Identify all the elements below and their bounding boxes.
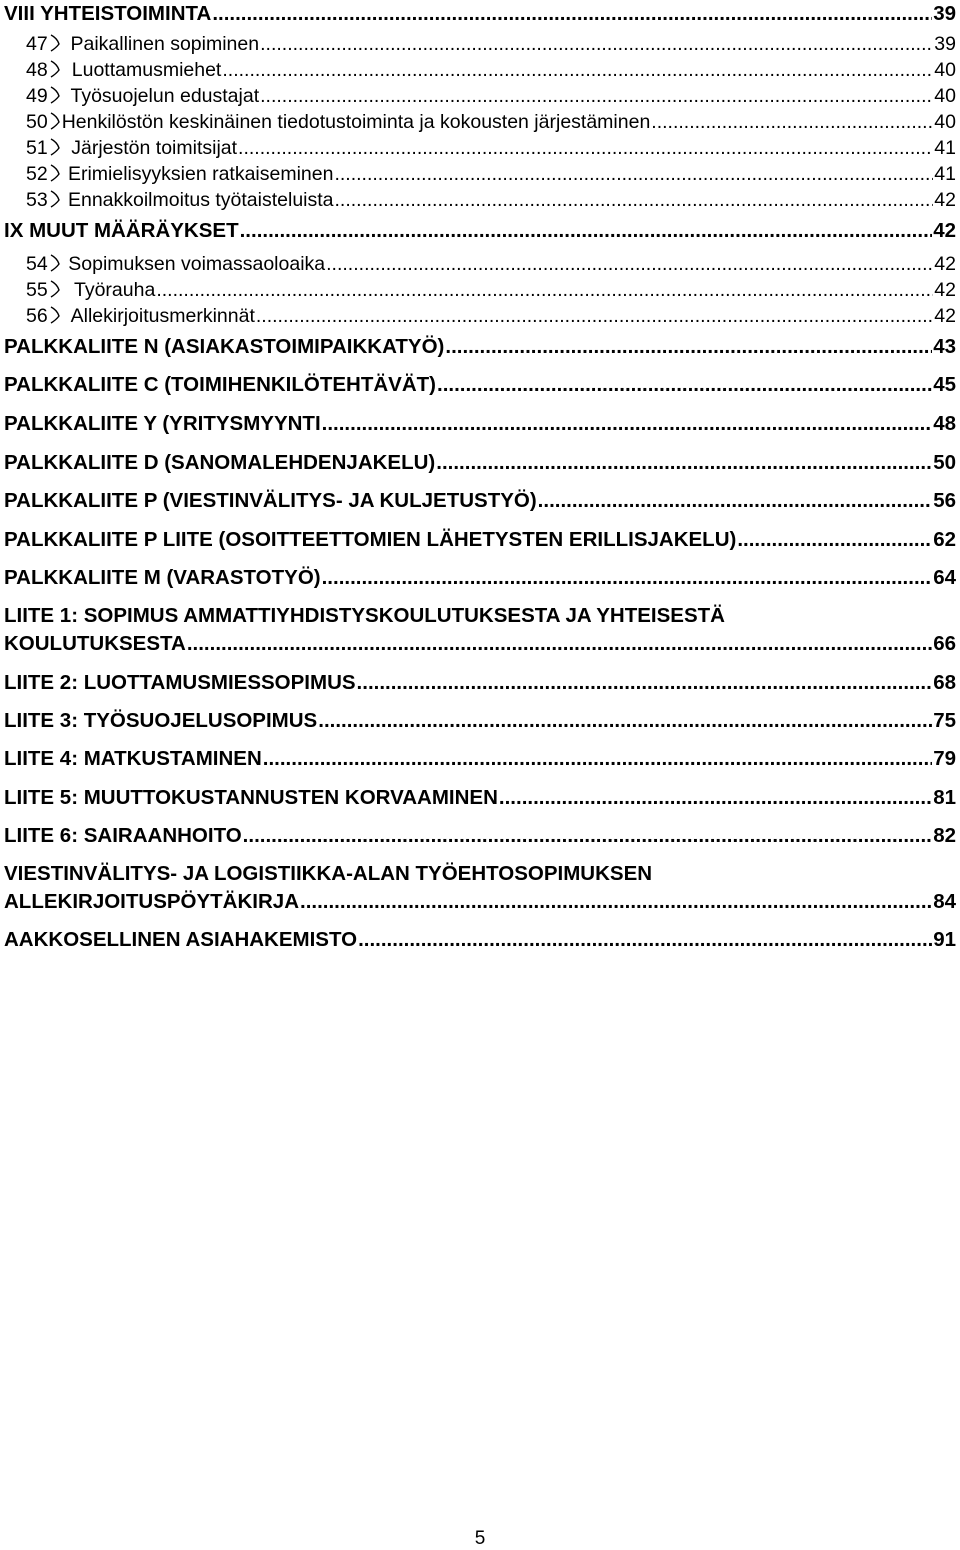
- toc-entry-label: Sopimuksen voimassaoloaika: [68, 253, 326, 275]
- toc-entry-heading[interactable]: [4, 412, 956, 436]
- section-sign-icon: [48, 84, 71, 108]
- toc-entry-page: 56: [933, 489, 956, 512]
- section-sign-icon: [48, 32, 71, 56]
- leader-dots: [499, 786, 932, 810]
- toc-entry-page: 40: [934, 85, 956, 107]
- toc-entry-heading[interactable]: [4, 528, 956, 552]
- section-number: 47: [26, 33, 48, 55]
- leader-dots: [445, 335, 932, 359]
- toc-entry-page: 40: [934, 111, 956, 133]
- leader-dots: [737, 528, 932, 552]
- toc-entry-heading[interactable]: [4, 219, 956, 243]
- toc-entry-heading[interactable]: [4, 928, 956, 952]
- toc-entry-heading[interactable]: [4, 671, 956, 695]
- section-sign-icon: [48, 110, 62, 134]
- toc-entry-heading[interactable]: [4, 862, 956, 914]
- section-number: 49: [26, 85, 48, 107]
- toc-entry-heading[interactable]: [4, 566, 956, 590]
- section-number: 53: [26, 189, 48, 211]
- leader-dots: [300, 890, 932, 914]
- toc-entry-page: 82: [933, 824, 956, 847]
- toc-entry-label: LIITE 2: LUOTTAMUSMIESSOPIMUS: [4, 671, 356, 694]
- toc-entry-heading[interactable]: [4, 335, 956, 359]
- toc-entry-heading[interactable]: [4, 824, 956, 848]
- toc-entry-page: 42: [934, 253, 956, 275]
- toc-entry-label: LIITE 5: MUUTTOKUSTANNUSTEN KORVAAMINEN: [4, 786, 498, 809]
- toc-entry-section[interactable]: [26, 110, 956, 134]
- toc-entry-page: 81: [933, 786, 956, 809]
- leader-dots: [326, 253, 933, 276]
- toc-entry-section[interactable]: [26, 188, 956, 212]
- toc-entry-heading[interactable]: [4, 747, 956, 771]
- toc-entry-page: 40: [934, 59, 956, 81]
- section-number: 51: [26, 137, 48, 159]
- leader-dots: [437, 373, 932, 397]
- toc-entry-section[interactable]: [26, 136, 956, 160]
- leader-dots: [358, 928, 932, 952]
- section-sign-icon: [48, 188, 68, 212]
- toc-entry-label: PALKKALIITE P (VIESTINVÄLITYS- JA KULJETUSTYÖ): [4, 489, 537, 512]
- leader-dots: [322, 566, 933, 590]
- leader-dots: [335, 189, 934, 212]
- toc-entry-page: 42: [933, 219, 956, 242]
- leader-dots: [238, 137, 933, 160]
- leader-dots: [263, 747, 932, 771]
- toc-entry-label-line1: VIESTINVÄLITYS- JA LOGISTIIKKA-ALAN TYÖEHTOSOPIMUKSEN: [4, 862, 653, 885]
- toc-entry-label: PALKKALIITE P LIITE (OSOITTEETTOMIEN LÄHETYSTEN ERILLISJAKELU): [4, 528, 737, 551]
- toc-entry-label: PALKKALIITE D (SANOMALEHDENJAKELU): [4, 451, 436, 474]
- toc-entry-section[interactable]: [26, 162, 956, 186]
- toc-entry-label: Työrauha: [74, 279, 156, 301]
- toc-entry-heading[interactable]: [4, 604, 956, 656]
- leader-dots: [222, 59, 933, 82]
- toc-entry-page: 84: [933, 890, 956, 913]
- leader-dots: [260, 85, 933, 108]
- section-number: 54: [26, 253, 48, 275]
- toc-entry-page: 91: [933, 928, 956, 951]
- toc-entry-heading[interactable]: [4, 709, 956, 733]
- section-number: 52: [26, 163, 48, 185]
- section-sign-icon: [48, 58, 72, 82]
- toc-entry-page: 42: [934, 189, 956, 211]
- leader-dots: [260, 33, 933, 56]
- page-number: 5: [474, 1528, 486, 1549]
- toc-entry-page: 43: [933, 335, 956, 358]
- toc-entry-label: LIITE 3: TYÖSUOJELUSOPIMUS: [4, 709, 318, 732]
- toc-entry-label: Allekirjoitusmerkinnät: [70, 305, 255, 327]
- toc-entry-label: Ennakkoilmoitus työtaisteluista: [67, 189, 334, 211]
- toc-entry-label: LIITE 4: MATKUSTAMINEN: [4, 747, 262, 770]
- toc-entry-section[interactable]: [26, 84, 956, 108]
- leader-dots: [357, 671, 933, 695]
- toc-entry-label: PALKKALIITE M (VARASTOTYÖ): [4, 566, 321, 589]
- leader-dots: [156, 279, 933, 302]
- toc-entry-heading[interactable]: [4, 2, 956, 26]
- leader-dots: [334, 163, 933, 186]
- toc-entry-page: 66: [933, 632, 956, 655]
- toc-entry-page: 50: [933, 451, 956, 474]
- toc-entry-section[interactable]: [26, 278, 956, 302]
- toc-entry-label: Paikallinen sopiminen: [70, 33, 260, 55]
- section-sign-icon: [48, 162, 68, 186]
- toc-entry-section[interactable]: [26, 304, 956, 328]
- toc-entry-label: VIII YHTEISTOIMINTA: [4, 2, 212, 25]
- toc-entry-label: Luottamusmiehet: [71, 59, 222, 81]
- toc-entry-label-line1: LIITE 1: SOPIMUS AMMATTIYHDISTYSKOULUTUKSESTA JA YHTEISESTÄ: [4, 604, 725, 627]
- leader-dots: [243, 824, 933, 848]
- leader-dots: [212, 2, 932, 26]
- toc-entry-heading[interactable]: [4, 451, 956, 475]
- toc-entry-heading[interactable]: [4, 786, 956, 810]
- leader-dots: [538, 489, 933, 513]
- toc-entry-page: 68: [933, 671, 956, 694]
- toc-entry-page: 39: [933, 2, 956, 25]
- leader-dots: [187, 632, 932, 656]
- toc-entry-section[interactable]: [26, 32, 956, 56]
- toc-entry-page: 42: [934, 279, 956, 301]
- section-sign-icon: [48, 278, 74, 302]
- toc-entry-heading[interactable]: [4, 489, 956, 513]
- section-number: 56: [26, 305, 48, 327]
- toc-entry-label: ALLEKIRJOITUSPÖYTÄKIRJA: [4, 890, 299, 913]
- section-sign-icon: [48, 252, 69, 276]
- toc-entry-page: 42: [934, 305, 956, 327]
- toc-entry-label: Henkilöstön keskinäinen tiedotustoiminta ja kokousten järjestäminen: [61, 111, 651, 133]
- toc-entry-label: Työsuojelun edustajat: [70, 85, 260, 107]
- toc-entry-label: KOULUTUKSESTA: [4, 632, 186, 655]
- toc-entry-label: IX MUUT MÄÄRÄYKSET: [4, 219, 239, 242]
- toc-entry-label: Erimielisyyksien ratkaiseminen: [67, 163, 334, 185]
- section-number: 55: [26, 279, 48, 301]
- toc-entry-page: 39: [934, 33, 956, 55]
- toc-entry-section[interactable]: [26, 58, 956, 82]
- toc-entry-page: 75: [933, 709, 956, 732]
- toc-entry-page: 41: [934, 163, 956, 185]
- leader-dots: [240, 219, 933, 243]
- toc-entry-section[interactable]: [26, 252, 956, 276]
- toc-entry-label: Järjestön toimitsijat: [71, 137, 238, 159]
- section-sign-icon: [48, 304, 71, 328]
- section-number: 50: [26, 111, 48, 133]
- leader-dots: [436, 451, 932, 475]
- toc-entry-page: 64: [933, 566, 956, 589]
- toc-entry-label: PALKKALIITE C (TOIMIHENKILÖTEHTÄVÄT): [4, 373, 436, 396]
- toc-entry-heading[interactable]: [4, 373, 956, 397]
- toc-entry-page: 41: [934, 137, 956, 159]
- leader-dots: [318, 709, 932, 733]
- toc-entry-page: 62: [933, 528, 956, 551]
- leader-dots: [651, 111, 933, 134]
- section-sign-icon: [48, 136, 72, 160]
- toc-entry-page: 79: [933, 747, 956, 770]
- toc-entry-page: 45: [933, 373, 956, 396]
- leader-dots: [256, 305, 933, 328]
- toc-entry-label: LIITE 6: SAIRAANHOITO: [4, 824, 242, 847]
- toc-entry-page: 48: [933, 412, 956, 435]
- toc-entry-label: PALKKALIITE N (ASIAKASTOIMIPAIKKATYÖ): [4, 335, 445, 358]
- toc-entry-label: PALKKALIITE Y (YRITYSMYYNTI: [4, 412, 321, 435]
- toc-entry-label: AAKKOSELLINEN ASIAHAKEMISTO: [4, 928, 358, 951]
- leader-dots: [322, 412, 933, 436]
- section-number: 48: [26, 59, 48, 81]
